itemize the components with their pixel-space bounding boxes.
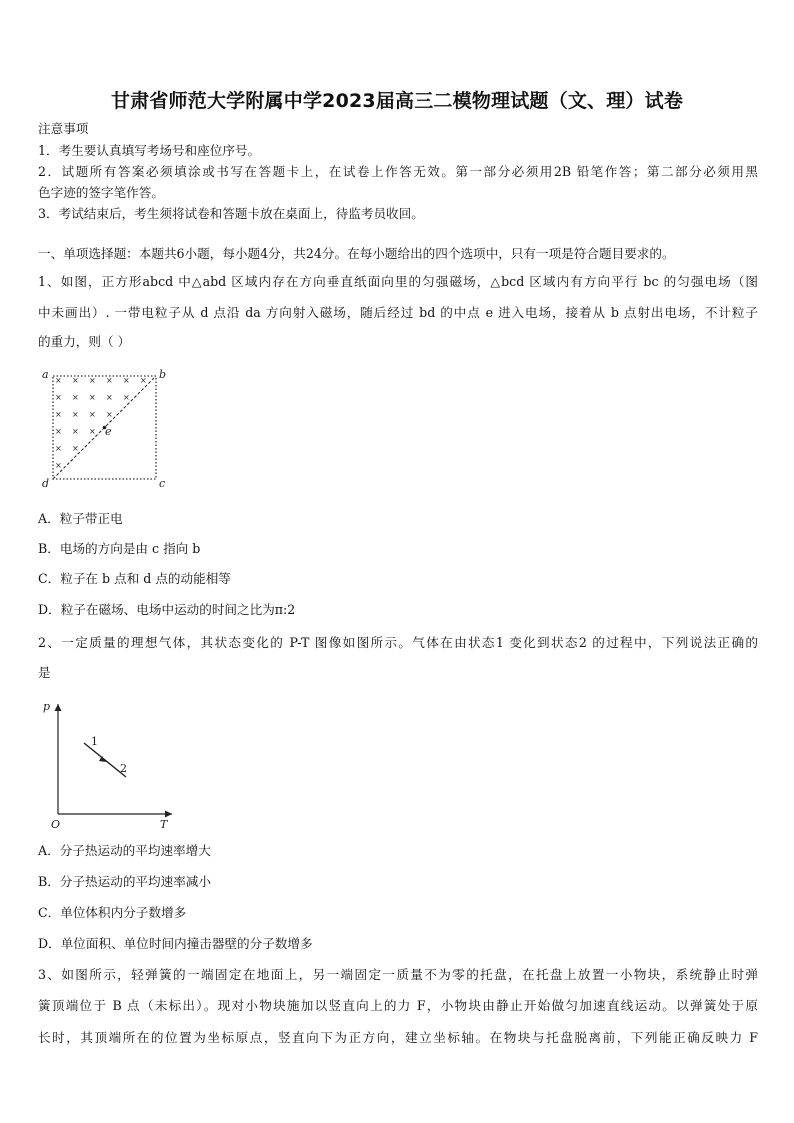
svg-text:×: × xyxy=(140,376,147,385)
notice-item-2-cont: 色字迹的签字笔作答。 xyxy=(38,185,164,200)
notice-item-2: 2．试题所有答案必须填涂或书写在答题卡上，在试卷上作答无效。第一部分必须用2B 铅笔作答；第二部分必须用黑 xyxy=(38,164,758,179)
q1-stem-line-1: 1、如图，正方形abcd 中△abd 区域内存在方向垂直纸面向里的匀强磁场，△bcd 区域内有方向平行 bc 的匀强电场（图 xyxy=(38,274,758,289)
notice-item-3: 3．考试结束后，考生须将试卷和答题卡放在桌面上，待监考员收回。 xyxy=(38,206,424,221)
q2-stem-line-2: 是 xyxy=(38,665,51,680)
notice-item-1: 1．考生要认真填写考场号和座位序号。 xyxy=(38,143,261,158)
q2-origin: O xyxy=(51,818,61,831)
q1-figure xyxy=(38,366,178,492)
svg-text:×: × xyxy=(72,393,79,402)
q2-option-b: B．分子热运动的平均速率减小 xyxy=(38,874,211,889)
notice-heading: 注意事项 xyxy=(38,121,89,136)
q1-option-c: C．粒子在 b 点和 d 点的动能相等 xyxy=(38,571,231,586)
q1-stem-line-3: 的重力，则（ ） xyxy=(38,334,131,349)
q1-stem-line-2: 中未画出）. 一带电粒子从 d 点沿 da 方向射入磁场，随后经过 bd 的中点 e 进入电场，接着从 b 点射出电场，不计粒子 xyxy=(38,305,758,320)
svg-text:×: × xyxy=(72,410,79,419)
q2-state-2: 2 xyxy=(120,762,127,775)
svg-text:×: × xyxy=(55,444,62,453)
svg-text:×: × xyxy=(106,376,113,385)
q1-option-b: B．电场的方向是由 c 指向 b xyxy=(38,541,201,556)
q1-option-a: A．粒子带正电 xyxy=(38,511,123,526)
svg-text:×: × xyxy=(106,410,113,419)
q1-label-d: d xyxy=(42,477,50,490)
svg-text:×: × xyxy=(89,393,96,402)
svg-text:×: × xyxy=(106,393,113,402)
svg-text:×: × xyxy=(72,427,79,436)
svg-text:×: × xyxy=(72,376,79,385)
svg-text:×: × xyxy=(89,410,96,419)
svg-text:×: × xyxy=(89,427,96,436)
q1-label-e: e xyxy=(105,425,112,438)
q2-option-d: D．单位面积、单位时间内撞击器壁的分子数增多 xyxy=(38,936,313,951)
svg-text:×: × xyxy=(55,461,62,470)
q2-option-c: C．单位体积内分子数增多 xyxy=(38,905,187,920)
svg-text:×: × xyxy=(72,444,79,453)
svg-text:×: × xyxy=(55,427,62,436)
svg-text:×: × xyxy=(55,393,62,402)
q1-label-b: b xyxy=(159,368,167,381)
svg-text:×: × xyxy=(55,376,62,385)
page-title: 甘肃省师范大学附属中学2023届高三二模物理试题（文、理）试卷 xyxy=(110,90,684,112)
q1-label-c: c xyxy=(159,477,166,490)
svg-text:×: × xyxy=(55,410,62,419)
q1-label-a: a xyxy=(42,368,49,381)
q2-stem-line-1: 2、一定质量的理想气体，其状态变化的 P-T 图像如图所示。气体在由状态1 变化到状态2 的过程中，下列说法正确的 xyxy=(38,635,758,650)
q2-axis-T: T xyxy=(160,818,168,831)
svg-text:×: × xyxy=(89,376,96,385)
q2-figure xyxy=(40,698,180,830)
q3-stem-line-2: 簧顶端位于 B 点（未标出）。现对小物块施加以竖直向上的力 F，小物块由静止开始做匀加速直线运动。以弹簧处于原 xyxy=(38,998,758,1013)
q2-option-a: A．分子热运动的平均速率增大 xyxy=(38,843,211,858)
q2-axis-p: p xyxy=(43,700,51,713)
q3-stem-line-1: 3、如图所示，轻弹簧的一端固定在地面上，另一端固定一质量不为零的托盘，在托盘上放置一小物块，系统静止时弹 xyxy=(38,967,758,982)
q3-stem-line-3: 长时，其顶端所在的位置为坐标原点，竖直向下为正方向，建立坐标轴。在物块与托盘脱离前，下列能正确反映力 F xyxy=(38,1030,758,1045)
q1-option-d: D．粒子在磁场、电场中运动的时间之比为π:2 xyxy=(38,602,296,617)
svg-text:×: × xyxy=(123,393,130,402)
svg-text:×: × xyxy=(123,376,130,385)
section-heading: 一、单项选择题：本题共6小题，每小题4分，共24分。在每小题给出的四个选项中，只有一项是符合题目要求的。 xyxy=(38,246,675,261)
q2-state-1: 1 xyxy=(91,735,98,748)
